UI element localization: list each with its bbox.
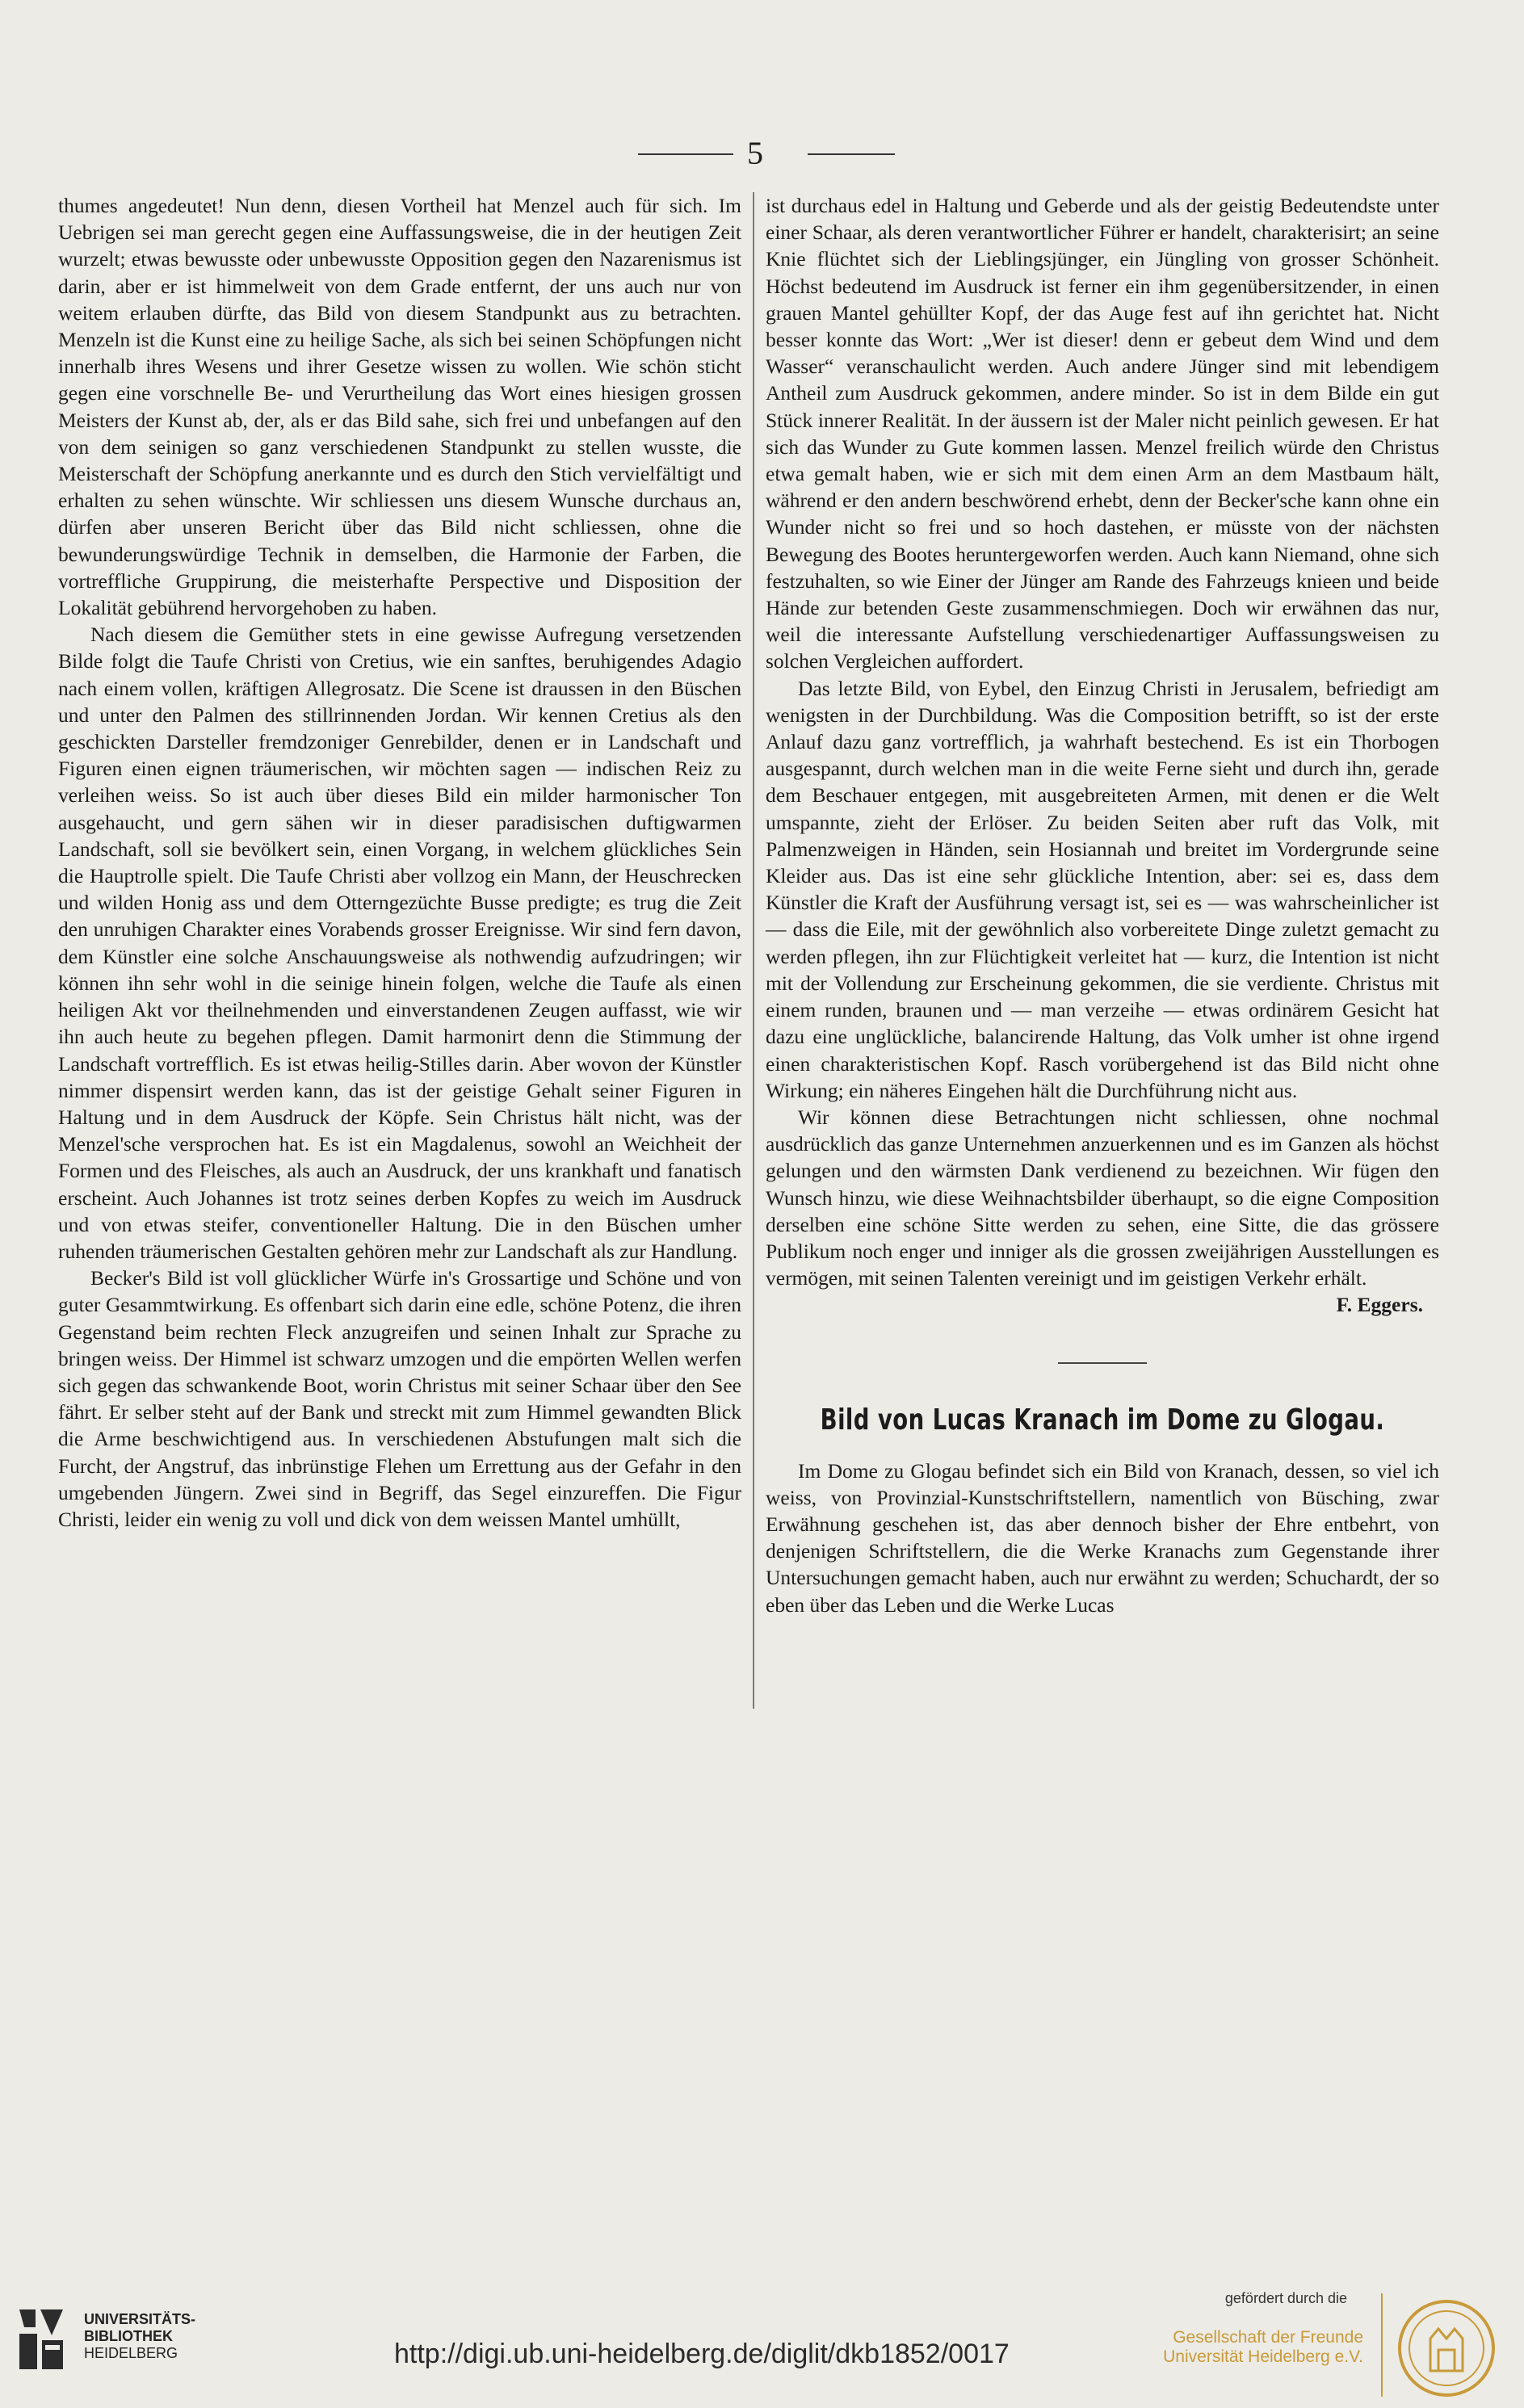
permalink-url[interactable]: http://digi.ub.uni-heidelberg.de/diglit/dkb1852/0017	[394, 2339, 1010, 2369]
header-rule-right	[808, 153, 895, 155]
paragraph: thumes angedeutet! Nun denn, diesen Vortheil hat Menzel auch für sich. Im Uebrigen sei man gerecht gegen eine Auffassungsweise, die in der heutigen Zeit wurzelt; etwas bewusste oder unbewusste Opposition gegen den Nazarenismus ist darin, aber er ist himmelweit von dem Grade entfernt, der uns auch nur von weitem erlauben dürfte, das Bild von diesem Standpunkt aus zu betrachten. Menzeln ist die Kunst eine zu heilige Sache, als sich bei seinen Schöpfungen nicht innerhalb ihres Wesens und ihrer Gesetze wissen zu wollen. Wie schön sticht gegen eine vorschnelle Be- und Verurtheilung das Wort eines hiesigen grossen Meisters der Kunst ab, der, als er das Bild sahe, sich frei und unbefangen auf den von dem seinigen so ganz verschiedenen Standpunkt zu stellen wusste, die Meisterschaft der Schöpfung anerkannte und es durch den Stich vervielfältigt und erhalten zu sehen wünschte. Wir schliessen uns diesem Wunsche durchaus an, dürfen aber unseren Bericht über das Bild nicht schliessen, ohne die bewunderungswürdige Technik in demselben, die Harmonie der Farben, die vortreffliche Gruppirung, die meisterhafte Perspective und Disposition der Lokalität gebührend hervorgehoben zu haben.	[58, 194, 741, 620]
paragraph: Nach diesem die Gemüther stets in eine gewisse Aufregung versetzenden Bilde folgt die Taufe Christi von Cretius, wie ein sanftes, beruhigendes Adagio nach einem vollen, kräftigen Allegrosatz. Die Scene ist draussen in den Büschen und unter den Palmen des stillrinnenden Jordan. Wir kennen Cretius als den geschickten Darsteller fremdzoniger Genrebilder, denen er in Landschaft und Figuren einen eignen träumerischen, wir möchten sagen — indischen Reiz zu verleihen weiss. So ist auch über dieses Bild ein milder harmonischer Ton ausgehaucht, und gern sähen wir in dieser paradisischen duftigwarmen Landschaft, soll sie bevölkert sein, einen Vorgang, in welchem glückliches Sein die Hauptrolle spielt. Die Taufe Christi aber vollzog ein Mann, der Heuschrecken und wilden Honig ass und dem Otterngezüchte Busse predigte; es trug die Zeit den unruhigen Charakter eines Vorabends grosser Ereignisse. Wir sind fern davon, dem Künstler eine solche Anschauungsweise als nothwendig aufzudringen; wir können ihn sehr wohl in die seinige hinein folgen, welche die Taufe als einen heiligen Akt vor theilnehmenden und einverstandenen Zeugen auffasst, wie wir ihn auch heute zu begehen pflegen. Damit harmonirt denn die Stimmung der Landschaft vortrefflich. Es ist etwas heilig-Stilles darin. Aber wovon der Künstler nimmer dispensirt werden kann, das ist der geistige Gehalt seiner Figuren in Haltung und in dem Ausdruck der Köpfe. Sein Christus hält nicht, was der Menzel'sche versprochen hat. Es ist ein Magdalenus, sowohl an Weichheit der Formen und des Fleisches, als auch an Ausdruck, der uns krankhaft und fanatisch erscheint. Auch Johannes ist trotz seines derben Kopfes zu weich im Ausdruck und von etwas steifer, conventioneller Haltung. Die in den Büschen umher ruhenden träumerischen Gestalten gehören mehr zur Landschaft als zur Handlung.	[58, 623, 741, 1263]
sponsor-name: Universität Heidelberg e.V.	[1163, 2347, 1363, 2366]
digitization-footer	[0, 2282, 1524, 2408]
university-library-logo-icon	[16, 2303, 66, 2376]
sponsor-divider	[1381, 2293, 1383, 2397]
university-seal-icon	[1394, 2298, 1499, 2398]
page-header	[0, 136, 1524, 176]
left-column	[58, 192, 741, 1533]
paragraph: ist durchaus edel in Haltung und Geberde und als der geistig Bedeutendste unter einer Schaar, als deren verantwortlicher Führer er handelt, charakterisirt; an seine Knie flüchtet sich der Lieblingsjünger, ein Jüngling von grosser Schönheit. Höchst bedeutend im Ausdruck ist ferner ein ihm gegenübersitzender, in einen grauen Mantel gehüllter Kopf, der das Auge fest auf ihn gerichtet hat. Nicht besser konnte das Wort: „Wer ist dieser! denn er gebeut dem Wind und dem Wasser“ veranschaulicht werden. Auch andere Jünger sind mit lebendigem Antheil zum Ausdruck gekommen, andere minder. So ist in dem Bilde ein gut Stück innerer Realität. In der äussern ist der Maler nicht peinlich gewesen. Er hat sich das Wunder zu Gute kommen lassen. Menzel freilich würde den Christus etwa gemalt haben, wie er sich mit dem einen Arm an dem Mastbaum hält, während er den andern beschwörend erhebt, denn der Becker'sche kann ohne ein Wunder nicht so frei und so hoch dastehen, er müsste von der nächsten Bewegung des Bootes heruntergeworfen werden. Auch kann Niemand, ohne sich festzuhalten, so wie Einer der Jünger am Rande des Fahrzeugs knieen und beide Hände zur betenden Geste zusammenschmiegen. Doch wir erwähnen das nur, weil die interessante Aufstellung verschiedenartiger Auffassungsweisen zu solchen Vergleichen auffordert.	[766, 194, 1439, 673]
section-title: Bild von Lucas Kranach im Dome zu Glogau.	[820, 1403, 1385, 1437]
sponsor-prefix: gefördert durch die	[1224, 2290, 1347, 2306]
column-divider	[753, 192, 754, 1709]
institution-line: UNIVERSITÄTS-	[84, 2311, 196, 2327]
author-signature: F. Eggers.	[1336, 1293, 1423, 1317]
institution-name	[84, 2311, 195, 2362]
section-rule	[1058, 1362, 1147, 1364]
sponsor-name: Gesellschaft der Freunde	[1173, 2328, 1363, 2347]
institution-line: HEIDELBERG	[84, 2345, 178, 2361]
page-number: 5	[747, 135, 763, 171]
paragraph: Wir können diese Betrachtungen nicht schliessen, ohne nochmal ausdrücklich das ganze Unternehmen anzuerkennen und es im Ganzen als höchst gelungen und den wärmsten Dank verdienend zu bezeichnen. Wir fügen den Wunsch hinzu, wie diese Weihnachtsbilder überhaupt, so die eigne Composition derselben eine schöne Sitte werden zu sehen, eine Sitte, die das grössere Publikum noch enger und inniger als die grossen zweijährigen Ausstellungen es vermögen, mit seinen Talenten vereinigt und im geistigen Verkehr erhält.	[766, 1105, 1439, 1290]
paragraph: Das letzte Bild, von Eybel, den Einzug Christi in Jerusalem, befriedigt am wenigsten in der Durchbildung. Was die Composition betrifft, so ist der erste Anlauf dazu ganz vortrefflich, ja wahrhaft bestechend. Es ist ein Thorbogen ausgespannt, durch welchen man in die weite Ferne sieht und durch ihn, gerade dem Beschauer entgegen, mit ausgebreiteten Armen, mit denen er die Welt umspannte, zieht der Erlöser. Zu beiden Seiten aber ruft das Volk, mit Palmenzweigen in Händen, sein Hosiannah und breitet im Vordergrunde seine Kleider aus. Das ist eine sehr glückliche Intention, aber: sei es, dass dem Künstler die Kraft der Ausführung versagt ist, sei es — was wahrscheinlicher ist — dass die Eile, mit der gewöhnlich also vorbereitete Dinge zuletzt gemacht zu werden pflegen, ihn zur Flüchtigkeit verleitet hat — kurz, die Intention ist nicht mit der Vollendung zur Erscheinung gekommen, die sie verdiente. Christus mit einem runden, braunen und — man verzeihe — etwas ordinärem Gesicht hat dazu eine unglückliche, balancirende Haltung, das Volk umher ist ohne irgend einen charakteristischen Kopf. Rasch vorübergehend ist das Bild nicht ohne Wirkung; ein näheres Eingehen hält die Durchführung nicht aus.	[766, 676, 1439, 1102]
header-rule-left	[638, 153, 733, 155]
paragraph: Im Dome zu Glogau befindet sich ein Bild von Kranach, dessen, so viel ich weiss, von Provinzial-Kunstschriftstellern, namentlich von Büsching, zwar Erwähnung geschehen ist, das aber dennoch bisher der Ehre entbehrt, von denjenigen Schriftstellern, die die Werke Kranachs zum Gegenstande ihrer Untersuchungen gemacht haben, auch nur erwähnt zu werden; Schuchardt, der so eben über das Leben und die Werke Lucas	[766, 1458, 1439, 1617]
right-column	[766, 192, 1439, 1618]
sponsor-block	[1160, 2290, 1370, 2367]
institution-line: BIBLIOTHEK	[84, 2328, 173, 2344]
paragraph: Becker's Bild ist voll glücklicher Würfe in's Grossartige und Schöne und von guter Gesammtwirkung. Es offenbart sich darin eine edle, schöne Potenz, die ihren Gegenstand beim rechten Fleck anzugreifen und seinen Inhalt zur Sprache zu bringen weiss. Der Himmel ist schwarz umzogen und die empörten Wellen werfen sich gegen das schwankende Boot, worin Christus mit seiner Schaar über den See fährt. Er selber steht auf der Bank und streckt mit zum Himmel gewandten Blick die Arme beschwichtigend aus. In verschiedenen Abstufungen malt sich die Furcht, der Angstruf, das inbrünstige Flehen um Errettung aus der Gefahr in den umgebenden Jüngern. Zwei sind in Begriff, das Segel einzureffen. Die Figur Christi, leider ein wenig zu voll und dick von dem weissen Mantel umhüllt,	[58, 1266, 741, 1531]
